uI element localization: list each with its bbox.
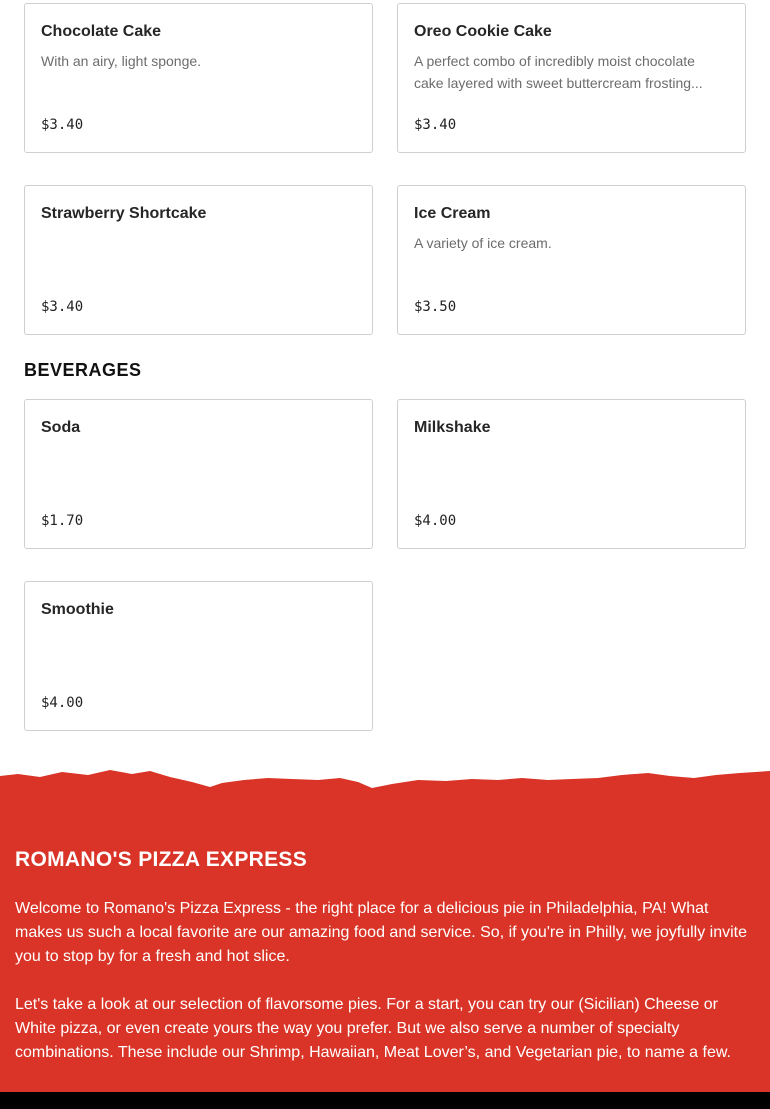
site-footer <box>0 768 770 1092</box>
menu-item-price: $1.70 <box>41 513 84 529</box>
footer-paragraph-pies: Let's take a look at our selection of flavorsome pies. For a start, you can try our (Sicilian) Cheese or White pizza, or even create yours the way you prefer. But we also serve a number of specialty combinations. These include our Shrimp, Hawaiian, Meat Lover’s, and Vegetarian pie, to name a few. <box>15 996 731 1061</box>
menu-item-description: With an airy, light sponge. <box>41 53 202 69</box>
menu-item-name: Smoothie <box>41 601 114 618</box>
menu-item-card-strawberry-shortcake[interactable] <box>24 185 373 335</box>
menu-item-card-ice-cream[interactable] <box>397 185 746 335</box>
menu-item-name: Strawberry Shortcake <box>41 205 207 222</box>
section-title-beverages: BEVERAGES <box>24 360 142 380</box>
menu-item-price: $3.40 <box>414 117 457 133</box>
menu-item-price: $3.40 <box>41 299 84 315</box>
menu-item-description: A perfect combo of incredibly moist chocolate cake layered with sweet buttercream frosting... <box>414 53 703 91</box>
menu-item-price: $3.50 <box>414 299 457 315</box>
menu-item-description: A variety of ice cream. <box>414 235 552 251</box>
menu-item-price: $4.00 <box>41 695 84 711</box>
menu-item-price: $3.40 <box>41 117 84 133</box>
footer-paragraph-welcome: Welcome to Romano's Pizza Express - the right place for a delicious pie in Philadelphia, PA! What makes us such a local favorite are our amazing food and service. So, if you're in Philly, we joyfully invite you to stop by for a fresh and hot slice. <box>15 900 747 965</box>
menu-item-name: Ice Cream <box>414 205 491 222</box>
menu-item-card-milkshake[interactable] <box>397 399 746 549</box>
menu-item-card-chocolate-cake[interactable] <box>24 3 373 153</box>
bottom-bar <box>0 1092 770 1109</box>
menu-item-name: Chocolate Cake <box>41 23 162 40</box>
menu-item-card-soda[interactable] <box>24 399 373 549</box>
menu-item-name: Soda <box>41 419 81 436</box>
menu-item-name: Oreo Cookie Cake <box>414 23 552 40</box>
menu-item-card-oreo-cookie-cake[interactable] <box>397 3 746 153</box>
footer-brand-title: ROMANO'S PIZZA EXPRESS <box>15 848 308 871</box>
menu-item-name: Milkshake <box>414 419 491 436</box>
menu-item-price: $4.00 <box>414 513 457 529</box>
menu-item-card-smoothie[interactable] <box>24 581 373 731</box>
